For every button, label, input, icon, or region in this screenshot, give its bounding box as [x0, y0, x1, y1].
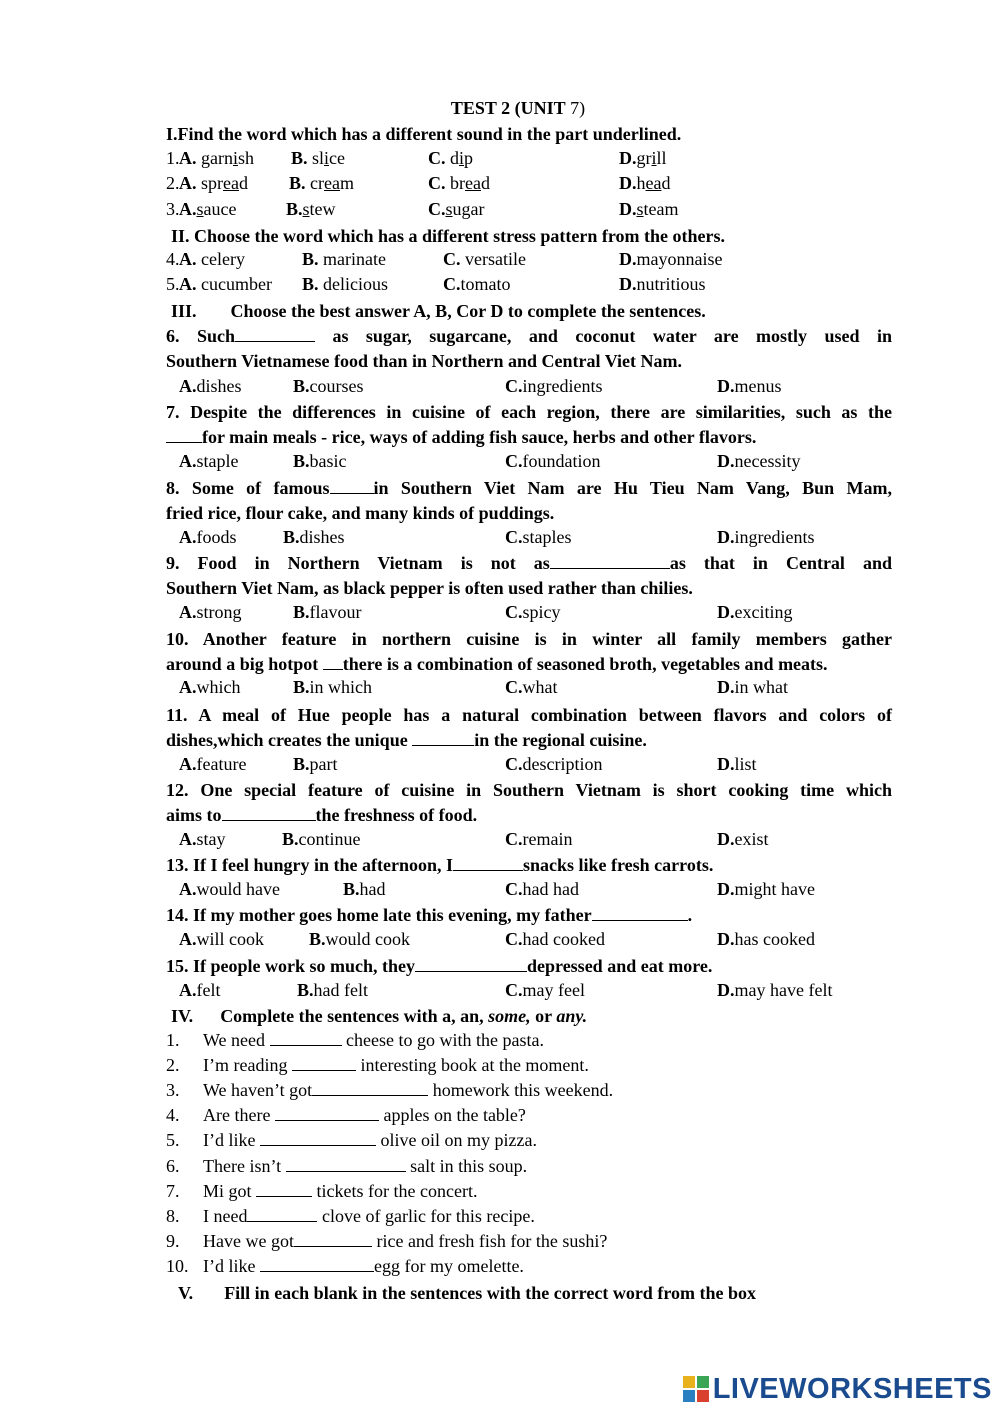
answer-blank[interactable]: [260, 1257, 374, 1272]
answer-blank[interactable]: [166, 428, 202, 443]
section-5-heading: V. Fill in each blank in the sentences with the correct word from the box: [178, 1283, 756, 1303]
option-a[interactable]: A.will cook: [179, 929, 264, 949]
answer-blank[interactable]: [286, 1157, 406, 1172]
option-a[interactable]: A. garnish: [179, 148, 255, 168]
question-13: 13. If I feel hungry in the afternoon, I snacks like fresh carrots.: [166, 855, 714, 875]
option-d[interactable]: D.exist: [717, 829, 769, 849]
option-c[interactable]: C.ingredients: [505, 376, 603, 396]
option-d[interactable]: D.mayonnaise: [619, 249, 723, 269]
option-d[interactable]: D.menus: [717, 376, 782, 396]
logo-mark-icon: [683, 1376, 709, 1402]
option-a[interactable]: A.feature: [179, 754, 247, 774]
option-d[interactable]: D.in what: [717, 677, 788, 697]
option-d[interactable]: D.exciting: [717, 602, 793, 622]
option-a[interactable]: A.felt: [179, 980, 221, 1000]
item-number: 1.: [166, 1030, 180, 1050]
option-c[interactable]: C.foundation: [505, 451, 601, 471]
section-1-heading: I.Find the word which has a different sound in the part underlined.: [166, 124, 682, 144]
fill-in-sentence: We need cheese to go with the pasta.: [203, 1030, 544, 1050]
item-number: 5.: [166, 274, 180, 294]
option-a[interactable]: A. celery: [179, 249, 245, 269]
option-d[interactable]: D.has cooked: [717, 929, 815, 949]
option-b[interactable]: B.in which: [293, 677, 373, 697]
option-b[interactable]: B.had: [343, 879, 386, 899]
option-b[interactable]: B. marinate: [302, 249, 386, 269]
option-a[interactable]: A.staple: [179, 451, 239, 471]
item-number: 3.: [166, 1080, 180, 1101]
question-14: 14. If my mother goes home late this evening, my father .: [166, 905, 693, 925]
option-d[interactable]: D.steam: [619, 199, 679, 219]
answer-blank[interactable]: [330, 479, 374, 494]
answer-blank[interactable]: [256, 1182, 312, 1197]
answer-blank[interactable]: [294, 1232, 372, 1247]
option-d[interactable]: D.necessity: [717, 451, 801, 471]
fill-in-sentence: Are there apples on the table?: [203, 1105, 526, 1126]
option-b[interactable]: B.part: [293, 754, 338, 774]
section-3-heading: III. Choose the best answer A, B, Cor D to complete the sentences.: [171, 301, 706, 321]
answer-blank[interactable]: [412, 731, 474, 746]
fill-in-sentence: I’m reading interesting book at the moment.: [203, 1055, 589, 1076]
fill-in-sentence: Mi got tickets for the concert.: [203, 1180, 478, 1201]
option-b[interactable]: B.continue: [282, 829, 361, 849]
option-b[interactable]: B. cream: [289, 173, 354, 193]
item-number: 2.: [166, 1055, 180, 1076]
item-number: 4.: [166, 249, 180, 269]
answer-blank[interactable]: [550, 554, 670, 569]
question-7: 7. Despite the differences in cuisine of each region, there are similarities, such as the for main meals - rice, ways of adding fish sauce, herbs and other flavors.: [166, 402, 892, 447]
option-c[interactable]: C. dip: [428, 148, 474, 168]
answer-blank[interactable]: [235, 327, 315, 342]
answer-blank[interactable]: [592, 906, 688, 921]
option-c[interactable]: C.description: [505, 754, 603, 774]
option-a[interactable]: A.strong: [179, 602, 242, 622]
question-9: 9. Food in Northern Vietnam is not as as that in Central and Southern Viet Nam, as black pepper is often used rather than chilies.: [166, 553, 892, 598]
item-number: 3.: [166, 199, 180, 219]
option-d[interactable]: D.ingredients: [717, 527, 815, 547]
option-d[interactable]: D.might have: [717, 879, 815, 899]
page-title: TEST 2 (UNIT 7): [450, 98, 586, 118]
option-d[interactable]: D.grill: [619, 148, 667, 168]
item-number: 6.: [166, 1155, 180, 1176]
option-b[interactable]: B.flavour: [293, 602, 362, 622]
item-number: 2.: [166, 173, 180, 193]
option-c[interactable]: C.spicy: [505, 602, 561, 622]
answer-blank[interactable]: [323, 655, 343, 670]
fill-in-sentence: We haven’t got homework this weekend.: [203, 1080, 614, 1101]
question-6: 6. Such as sugar, sugarcane, and coconut water are mostly used in Southern Vietnamese food than in Northern and Central Viet Nam.: [166, 326, 892, 371]
question-15: 15. If people work so much, they depressed and eat more.: [166, 956, 713, 976]
option-d[interactable]: D.may have felt: [717, 980, 833, 1000]
option-b[interactable]: B. slice: [291, 148, 346, 168]
answer-blank[interactable]: [260, 1131, 376, 1146]
option-a[interactable]: A.which: [179, 677, 241, 697]
answer-blank[interactable]: [247, 1207, 317, 1222]
item-number: 10.: [166, 1255, 189, 1276]
option-c[interactable]: C.tomato: [443, 274, 511, 294]
option-c[interactable]: C.may feel: [505, 980, 585, 1000]
liveworksheets-logo: [683, 1373, 992, 1405]
option-d[interactable]: D.list: [717, 754, 757, 774]
option-d[interactable]: D.head: [619, 173, 671, 193]
item-number: 9.: [166, 1230, 180, 1251]
answer-blank[interactable]: [415, 957, 527, 972]
answer-blank[interactable]: [222, 806, 316, 821]
option-b[interactable]: B.would cook: [309, 929, 411, 949]
option-c[interactable]: C.remain: [505, 829, 573, 849]
item-number: 4.: [166, 1105, 180, 1126]
option-c[interactable]: C.had had: [505, 879, 579, 899]
answer-blank[interactable]: [270, 1031, 342, 1046]
fill-in-sentence: Have we got rice and fresh fish for the sushi?: [203, 1230, 608, 1251]
section-4-heading: IV. Complete the sentences with a, an, some, or any.: [171, 1006, 588, 1026]
item-number: 5.: [166, 1130, 180, 1151]
option-a[interactable]: A. cucumber: [179, 274, 272, 294]
question-12: 12. One special feature of cuisine in Southern Vietnam is short cooking time which aims to the freshness of food.: [166, 780, 892, 825]
answer-blank[interactable]: [453, 856, 523, 871]
option-a[interactable]: A.stay: [179, 829, 226, 849]
item-number: 8.: [166, 1205, 180, 1226]
fill-in-sentence: I need clove of garlic for this recipe.: [203, 1205, 535, 1226]
option-a[interactable]: A.dishes: [179, 376, 242, 396]
option-b[interactable]: B.basic: [293, 451, 347, 471]
fill-in-sentence: I’d like egg for my omelette.: [203, 1255, 524, 1276]
section-2-heading: II. Choose the word which has a different stress pattern from the others.: [171, 226, 725, 246]
option-a[interactable]: A. spread: [179, 173, 248, 193]
option-c[interactable]: C. bread: [428, 173, 490, 193]
option-c[interactable]: C.staples: [505, 527, 572, 547]
option-b[interactable]: B.had felt: [297, 980, 368, 1000]
question-11: 11. A meal of Hue people has a natural combination between flavors and colors of dishes,which creates the unique in the regional cuisine.: [166, 705, 892, 750]
item-number: 7.: [166, 1180, 180, 1201]
option-b[interactable]: B. delicious: [302, 274, 389, 294]
answer-blank[interactable]: [292, 1056, 356, 1071]
option-a[interactable]: A.sauce: [179, 199, 237, 219]
option-d[interactable]: D.nutritious: [619, 274, 706, 294]
option-c[interactable]: C.sugar: [428, 199, 485, 219]
option-c[interactable]: C.what: [505, 677, 558, 697]
fill-in-sentence: There isn’t salt in this soup.: [203, 1155, 528, 1176]
item-number: 1.: [166, 148, 180, 168]
question-10: 10. Another feature in northern cuisine is in winter all family members gather around a big hotpot there is a combination of seasoned broth, vegetables and meats.: [166, 629, 892, 674]
option-a[interactable]: A.foods: [179, 527, 237, 547]
option-a[interactable]: A.would have: [179, 879, 280, 899]
option-b[interactable]: B.stew: [286, 199, 336, 219]
option-b[interactable]: B.courses: [293, 376, 364, 396]
option-b[interactable]: B.dishes: [283, 527, 345, 547]
fill-in-sentence: I’d like olive oil on my pizza.: [203, 1130, 537, 1151]
option-c[interactable]: C. versatile: [443, 249, 526, 269]
option-c[interactable]: C.had cooked: [505, 929, 605, 949]
answer-blank[interactable]: [312, 1081, 428, 1096]
logo-text: LIVEWORKSHEETS: [712, 1372, 992, 1405]
answer-blank[interactable]: [275, 1106, 379, 1121]
question-8: 8. Some of famous in Southern Viet Nam are Hu Tieu Nam Vang, Bun Mam, fried rice, flour cake, and many kinds of puddings.: [166, 478, 892, 523]
